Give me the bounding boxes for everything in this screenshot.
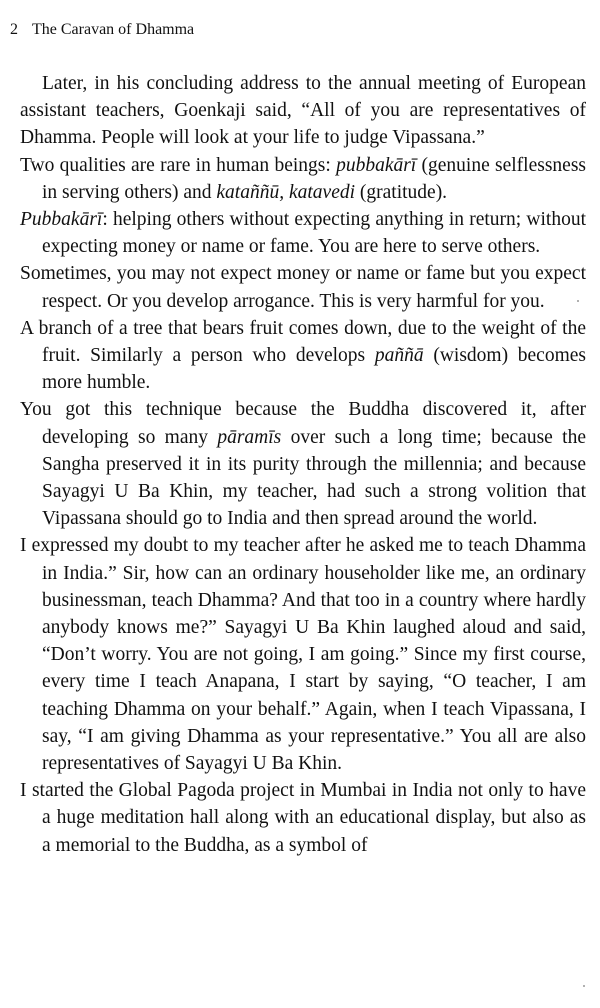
paragraph-text: I expressed my doubt to my teacher after he asked me to teach Dhamma in India.” Sir, how can an ordinary householder like me, an ordinary businessman, teach Dhamma? And that too in a country where hardly anybody knows me?” Sayagyi U Ba Khin laughed aloud and said, “Don’t worry. You are not going, I am going.” Since my first course, every time I teach Anapana, I start by saying, “O teacher, I am teaching Dhamma on your behalf.” Again, when I teach Vipassana, I say, “I am giving Dhamma as your representative.” You all are also representatives of Sayagyi U Ba Khin.	[20, 535, 586, 775]
paragraph-concluding-address	[20, 70, 586, 152]
paragraph-text: (wisdom) becomes more humble.	[42, 345, 587, 394]
pali-term: pubbakārī	[336, 154, 417, 176]
paragraph-two-qualities	[20, 152, 586, 206]
pali-term: pāramīs	[217, 426, 282, 448]
paragraph-text: You got this technique because the Buddha discovered it, after developing so many	[20, 399, 586, 448]
paragraph-text: I started the Global Pagoda project in Mumbai in India not only to have a huge meditation hall along with an educational display, but also as a memorial to the Buddha, as a symbol of	[20, 780, 586, 856]
paragraph-text: over such a long time; because the Sangha preserved it in its purity through the millennia; and because Sayagyi U Ba Khin, my teacher, had such a strong volition that Vipassana should go to India and then spread around the world.	[42, 426, 586, 530]
scan-speck	[577, 300, 579, 302]
paragraph-respect	[20, 260, 586, 314]
paragraph-text: Sometimes, you may not expect money or name or fame but you expect respect. Or you develop arrogance. This is very harmful for you.	[20, 263, 586, 312]
paragraph-text: A branch of a tree that bears fruit comes down, due to the weight of the fruit. Similarly a person who develops	[20, 317, 586, 367]
paragraph-doubt-to-teacher	[20, 532, 586, 777]
paragraph-pubbakari	[20, 206, 586, 260]
page-number: 2	[10, 21, 18, 38]
scan-speck	[583, 985, 585, 987]
paragraph-text: (gratitude).	[355, 181, 448, 203]
pali-term: paññā	[374, 345, 424, 367]
pali-term: kataññū, katavedi	[216, 181, 356, 203]
paragraph-text: Two qualities are rare in human beings:	[20, 154, 337, 176]
paragraph-text: Later, in his concluding address to the annual meeting of European assistant teachers, Goenkaji said, “All of you are representatives of Dhamma. People will look at your life to judge Vipassana.”	[20, 73, 586, 149]
paragraph-branch-of-tree	[20, 315, 586, 397]
paragraph-text: (genuine selflessness in serving others) and	[42, 154, 586, 203]
paragraph-text: : helping others without expecting anything in return; without expecting money or name or fame. You are here to serve others.	[42, 209, 586, 258]
paragraph-global-pagoda	[20, 777, 586, 859]
paragraph-technique	[20, 396, 586, 532]
running-header	[10, 20, 194, 40]
running-title: The Caravan of Dhamma	[32, 21, 195, 38]
pali-term: Pubbakārī	[20, 209, 103, 231]
body-text	[20, 70, 586, 859]
